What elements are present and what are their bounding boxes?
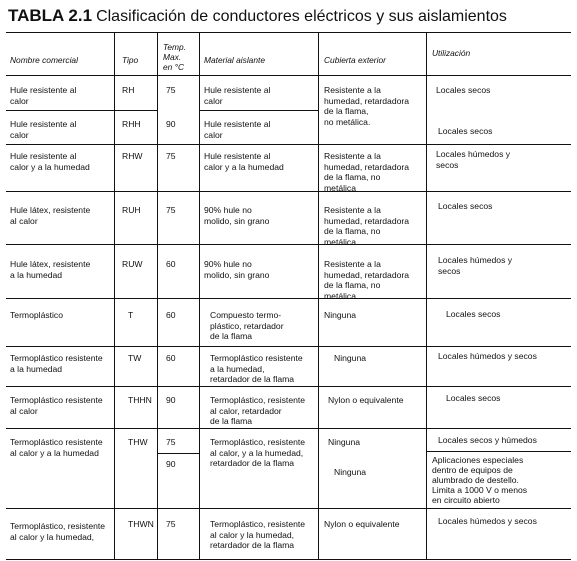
header-temp: Temp. Max. en °C — [163, 42, 186, 72]
cell-material: Termoplástico, resistente al calor, retardador de la flama — [210, 395, 306, 426]
col-divider — [199, 33, 200, 559]
table-number: TABLA 2.1 — [8, 6, 93, 25]
header-divider — [6, 75, 571, 76]
header-nombre: Nombre comercial — [10, 55, 78, 65]
table-title — [8, 6, 507, 26]
cell-tipo: RUW — [122, 259, 143, 269]
cell-nombre: Termoplástico resistente al calor y a la humedad — [10, 437, 103, 458]
header-material: Material aislante — [204, 55, 265, 65]
cell-material: Hule resistente al calor — [204, 119, 271, 140]
cell-temp: 75 — [166, 151, 176, 161]
cell-utilizacion: Locales húmedos y secos — [438, 516, 537, 526]
cell-material: Hule resistente al calor — [204, 85, 271, 106]
cell-material: Compuesto termo- plástico, retardador de la flama — [210, 310, 284, 341]
row-divider — [6, 110, 157, 111]
cell-material: Termoplástico, resistente al calor, y a la humedad, retardador de la flama — [210, 437, 306, 468]
header-tipo: Tipo — [122, 55, 139, 65]
cell-cubierta-alt: Ninguna — [334, 467, 367, 477]
cell-material: 90% hule no molido, sin grano — [204, 205, 270, 226]
cell-temp: 60 — [166, 310, 176, 320]
cell-utilizacion-alt: Aplicaciones especiales dentro de equipos de alumbrado de destello. Limita a 1000 V o menos en circuito abierto — [432, 455, 528, 505]
row-divider — [6, 244, 571, 245]
col-divider — [318, 33, 319, 559]
cell-nombre: Hule látex, resistente al calor — [10, 205, 91, 226]
row-divider — [6, 144, 571, 145]
cell-cubierta: Nylon o equivalente — [328, 395, 404, 405]
cell-cubierta: Nylon o equivalente — [324, 519, 400, 529]
header-utilizacion: Utilización — [432, 48, 471, 58]
cell-temp: 90 — [166, 119, 176, 129]
cell-temp-alt: 90 — [166, 459, 176, 469]
cell-nombre: Hule resistente al calor — [10, 85, 77, 106]
cell-cubierta: Resistente a la humedad, retardadora de la flama, no metálica. — [324, 85, 410, 127]
row-divider — [6, 428, 571, 429]
cell-tipo: RH — [122, 85, 135, 95]
col-divider — [426, 33, 427, 559]
cell-temp: 75 — [166, 519, 176, 529]
cell-temp: 60 — [166, 353, 176, 363]
cell-tipo: THWN — [128, 519, 154, 529]
cell-cubierta: Ninguna — [334, 353, 367, 363]
sub-row-divider — [157, 453, 199, 454]
cell-nombre: Termoplástico resistente al calor — [10, 395, 103, 416]
cell-temp: 60 — [166, 259, 176, 269]
cell-utilizacion: Locales secos — [446, 393, 501, 403]
cell-cubierta: Resistente a la humedad, retardadora de la flama, no metálica — [324, 151, 410, 193]
cell-utilizacion: Locales secos — [438, 201, 493, 211]
cell-nombre: Termoplástico — [10, 310, 64, 320]
cell-nombre: Hule látex, resistente a la humedad — [10, 259, 91, 280]
row-divider — [6, 346, 571, 347]
cell-tipo: RHW — [122, 151, 143, 161]
cell-utilizacion: Locales húmedos y secos — [438, 255, 513, 276]
cell-cubierta: Resistente a la humedad, retardadora de la flama, no metálica — [324, 205, 410, 247]
row-divider — [6, 191, 571, 192]
cell-tipo: TW — [128, 353, 142, 363]
cell-tipo: THHN — [128, 395, 152, 405]
row-divider — [199, 110, 318, 111]
cell-utilizacion: Locales húmedos y secos — [436, 149, 511, 170]
cell-tipo: THW — [128, 437, 148, 447]
row-divider — [6, 298, 571, 299]
cell-temp: 75 — [166, 437, 176, 447]
cell-cubierta: Ninguna — [328, 437, 361, 447]
cell-material: Termoplástico, resistente al calor y la humedad, retardador de la flama — [210, 519, 306, 550]
cell-nombre: Hule resistente al calor y a la humedad — [10, 151, 90, 172]
cell-material: Termoplástico resistente a la humedad, retardador de la flama — [210, 353, 303, 384]
cell-nombre: Termoplástico, resistente al calor y la humedad, — [10, 521, 106, 542]
cell-cubierta: Resistente a la humedad, retardadora de la flama, no metálica — [324, 259, 410, 301]
cell-nombre: Hule resistente al calor — [10, 119, 77, 140]
cell-tipo: RUH — [122, 205, 141, 215]
cell-material: Hule resistente al calor y a la humedad — [204, 151, 284, 172]
cell-utilizacion: Locales secos — [446, 309, 501, 319]
cell-cubierta: Ninguna — [324, 310, 357, 320]
cell-tipo: T — [128, 310, 134, 320]
cell-utilizacion: Locales secos — [438, 126, 493, 136]
sub-row-divider — [426, 451, 571, 452]
conductor-table — [6, 32, 571, 560]
cell-temp: 75 — [166, 205, 176, 215]
cell-nombre: Termoplástico resistente a la humedad — [10, 353, 103, 374]
table-caption: Clasificación de conductores eléctricos y sus aislamientos — [96, 8, 507, 25]
cell-tipo: RHH — [122, 119, 141, 129]
col-divider — [157, 33, 158, 559]
cell-utilizacion: Locales secos — [436, 85, 491, 95]
col-divider — [114, 33, 115, 559]
cell-temp: 75 — [166, 85, 176, 95]
cell-temp: 90 — [166, 395, 176, 405]
cell-utilizacion: Locales húmedos y secos — [438, 351, 537, 361]
header-cubierta: Cubierta exterior — [324, 55, 386, 65]
row-divider — [6, 508, 571, 509]
cell-material: 90% hule no molido, sin grano — [204, 259, 270, 280]
cell-utilizacion: Locales secos y húmedos — [438, 435, 537, 445]
row-divider — [6, 386, 571, 387]
